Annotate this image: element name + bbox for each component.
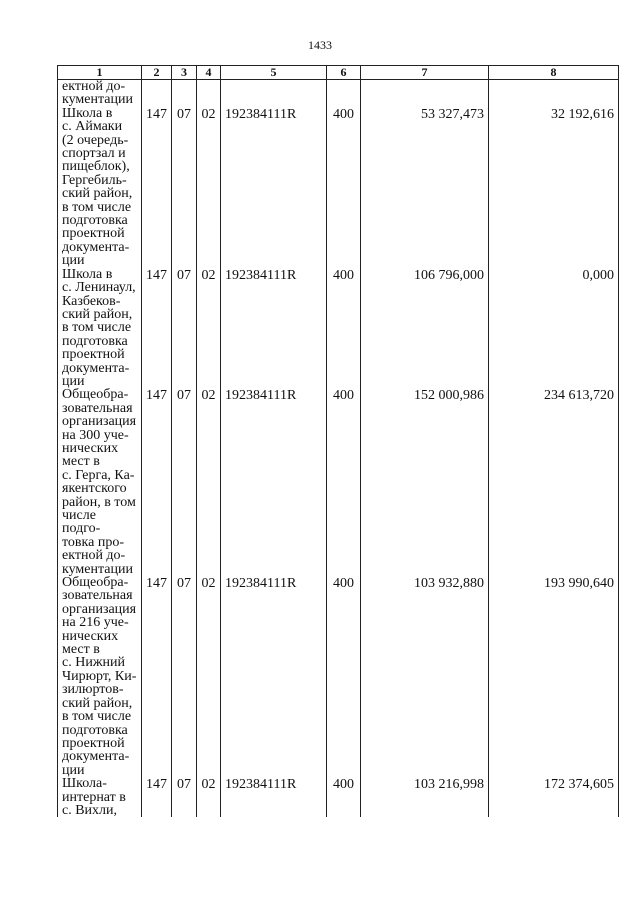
amount-col7 [361,80,489,107]
code-col6: 400 [327,268,361,389]
code-col2: 147 [142,576,172,777]
object-name: Общеобра- зовательная организация на 300 уче- нических мест в с. Герга, Ка- якентского район, в том числе подго- товка про- ектной до- кументации [58,388,142,576]
code-col6: 400 [327,777,361,817]
amount-col8 [489,80,619,107]
code-col3: 07 [172,777,197,817]
code-col3: 07 [172,107,197,268]
code-col4 [197,80,221,107]
amount-col7: 106 796,000 [361,268,489,389]
code-col6: 400 [327,107,361,268]
column-header-6: 6 [327,66,361,80]
table-row [58,388,619,576]
table-row [58,80,619,107]
code-col4: 02 [197,388,221,576]
code-col4: 02 [197,576,221,777]
amount-col8: 193 990,640 [489,576,619,777]
amount-col8: 172 374,605 [489,777,619,817]
object-name: Общеобра- зовательная организация на 216 уче- нических мест в с. Нижний Чирюрт, Ки- зилюртов- ский район, в том числе подготовка проектной документа- ции [58,576,142,777]
table-row [58,107,619,268]
budget-table [57,65,619,817]
object-name: Школа в с. Ленинаул, Казбеков- ский район, в том числе подготовка проектной документа- ции [58,268,142,389]
code-col4: 02 [197,107,221,268]
code-col2: 147 [142,777,172,817]
code-col6: 400 [327,388,361,576]
code-col2: 147 [142,107,172,268]
code-col3 [172,80,197,107]
table-row [58,268,619,389]
table-row [58,777,619,817]
column-header-3: 3 [172,66,197,80]
amount-col7: 152 000,986 [361,388,489,576]
table-header [58,66,619,80]
page-number: 1433 [308,38,332,52]
target-code: 192384111R [221,107,327,268]
code-col4: 02 [197,268,221,389]
column-header-7: 7 [361,66,489,80]
code-col2: 147 [142,388,172,576]
column-header-8: 8 [489,66,619,80]
code-col3: 07 [172,388,197,576]
object-name: Школа- интернат в с. Вихли, [58,777,142,817]
amount-col8: 234 613,720 [489,388,619,576]
amount-col7: 103 932,880 [361,576,489,777]
column-header-1: 1 [58,66,142,80]
code-col6 [327,80,361,107]
target-code: 192384111R [221,268,327,389]
target-code [221,80,327,107]
column-header-2: 2 [142,66,172,80]
target-code: 192384111R [221,388,327,576]
amount-col8: 0,000 [489,268,619,389]
target-code: 192384111R [221,777,327,817]
column-header-4: 4 [197,66,221,80]
column-header-5: 5 [221,66,327,80]
amount-col7: 53 327,473 [361,107,489,268]
amount-col8: 32 192,616 [489,107,619,268]
target-code: 192384111R [221,576,327,777]
code-col4: 02 [197,777,221,817]
object-name: Школа в с. Аймаки (2 очередь- спортзал и пищеблок), Гергебиль- ский район, в том числе подготовка проектной документа- ции [58,107,142,268]
object-name: ектной до- кументации [58,80,142,107]
code-col6: 400 [327,576,361,777]
code-col2 [142,80,172,107]
amount-col7: 103 216,998 [361,777,489,817]
table-row [58,576,619,777]
code-col3: 07 [172,268,197,389]
code-col3: 07 [172,576,197,777]
code-col2: 147 [142,268,172,389]
